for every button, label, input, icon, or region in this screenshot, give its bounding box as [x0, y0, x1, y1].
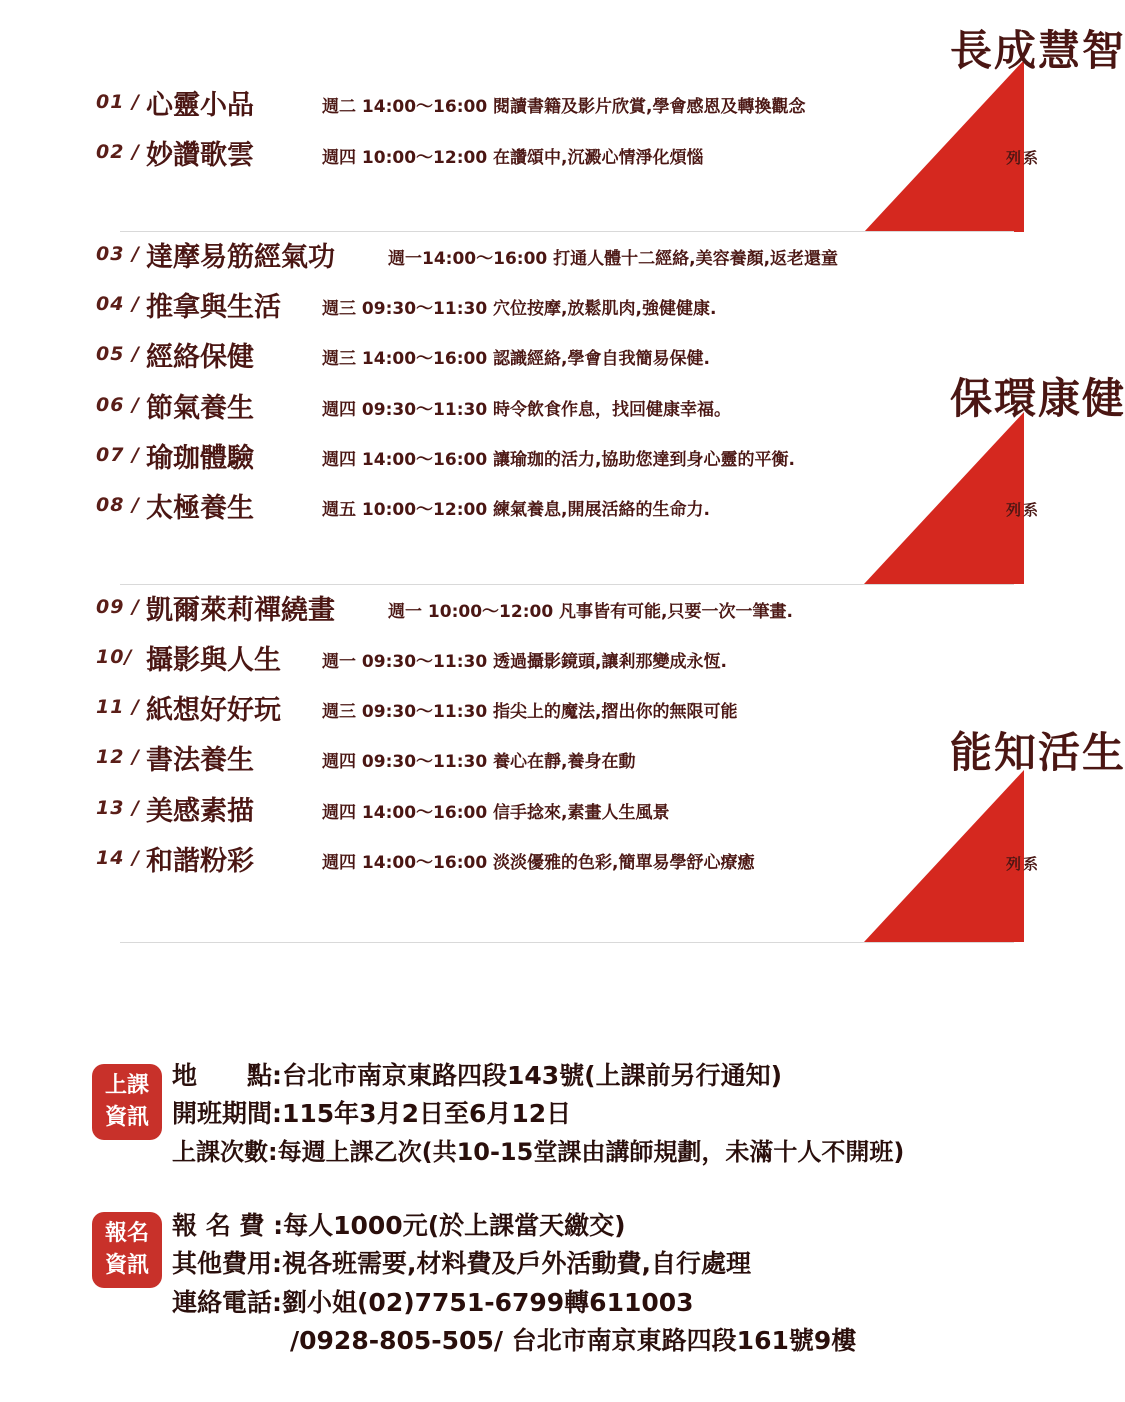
course-schedule: 週四 09:30～11:30 養心在靜,養身在動	[322, 752, 636, 772]
course-schedule: 週三 09:30～11:30 指尖上的魔法,摺出你的無限可能	[322, 702, 738, 722]
course-number: 06 /	[96, 394, 140, 416]
course-schedule: 週三 09:30～11:30 穴位按摩,放鬆肌肉,強健健康.	[322, 299, 717, 319]
course-row	[96, 433, 254, 477]
course-name: 節氣養生	[146, 392, 254, 424]
course-row	[96, 685, 281, 729]
course-name: 推拿與生活	[146, 291, 281, 323]
badge-text-bottom: 資訊	[104, 1105, 149, 1130]
course-row	[96, 635, 281, 679]
course-name: 妙讚歌雲	[146, 139, 254, 171]
contact-address: /0928-805-505/ 台北市南京東路四段161號9樓	[290, 1326, 857, 1355]
course-schedule: 週四 09:30～11:30 時令飲食作息，找回健康幸福。	[322, 400, 732, 420]
class-period: 開班期間:115年3月2日至6月12日	[172, 1099, 572, 1128]
course-number: 12 /	[96, 746, 140, 768]
course-schedule: 週二 14:00～16:00 閱讀書籍及影片欣賞,學會感恩及轉換觀念	[322, 97, 806, 117]
course-name: 書法養生	[146, 744, 254, 776]
course-number: 13 /	[96, 797, 140, 819]
badge-text-top: 上課	[104, 1073, 149, 1098]
course-number: 11 /	[96, 696, 140, 718]
red-corner-triangle	[864, 770, 1024, 942]
course-schedule: 週四 14:00～16:00 讓瑜珈的活力,協助您達到身心靈的平衡.	[322, 450, 795, 470]
course-name: 瑜珈體驗	[146, 442, 254, 474]
course-name: 心靈小品	[146, 89, 254, 121]
course-name: 經絡保健	[146, 341, 254, 373]
course-name: 凱爾萊莉禪繞畫	[146, 594, 335, 626]
course-name: 美感素描	[146, 795, 254, 827]
red-corner-triangle	[864, 60, 1024, 232]
course-name: 太極養生	[146, 492, 254, 524]
other-fees: 其他費用:視各班需要,材料費及戶外活動費,自行處理	[172, 1249, 751, 1278]
class-location: 地 點:台北市南京東路四段143號(上課前另行通知)	[172, 1061, 783, 1090]
course-number: 05 /	[96, 343, 140, 365]
red-corner-triangle	[864, 412, 1024, 584]
course-row	[96, 483, 254, 527]
category-suffix: 系列	[1004, 856, 1039, 871]
section-divider	[120, 942, 1014, 943]
course-schedule: 週四 10:00～12:00 在讚頌中,沉澱心情淨化煩惱	[322, 148, 704, 168]
course-schedule: 週五 10:00～12:00 練氣養息,開展活絡的生命力.	[322, 500, 710, 520]
course-number: 09 /	[96, 596, 140, 618]
course-number: 03 /	[96, 243, 140, 265]
course-row	[96, 80, 254, 124]
class-info-badge	[92, 1064, 162, 1140]
course-number: 02 /	[96, 141, 140, 163]
class-frequency: 上課次數:每週上課乙次(共10-15堂課由講師規劃，未滿十人不開班)	[172, 1138, 905, 1166]
course-name: 攝影與人生	[146, 644, 281, 676]
course-schedule: 週四 14:00～16:00 淡淡優雅的色彩,簡單易學舒心療癒	[322, 853, 755, 873]
course-schedule: 週一 09:30～11:30 透過攝影鏡頭,讓剎那變成永恆.	[322, 652, 727, 672]
course-name: 紙想好好玩	[146, 694, 281, 726]
course-row	[96, 383, 254, 427]
category-suffix: 系列	[1004, 150, 1039, 165]
category-title: 智慧成長	[944, 28, 1125, 72]
registration-info-badge	[92, 1212, 162, 1288]
course-row	[96, 735, 254, 779]
course-number: 10/	[96, 646, 133, 668]
course-number: 07 /	[96, 444, 140, 466]
course-row	[96, 332, 254, 376]
course-number: 04 /	[96, 293, 140, 315]
course-row	[96, 786, 254, 830]
course-number: 01 /	[96, 91, 140, 113]
course-row	[96, 282, 281, 326]
course-schedule: 週一14:00～16:00 打通人體十二經絡,美容養顏,返老還童	[388, 249, 839, 269]
category-title: 健康環保	[944, 376, 1125, 420]
contact-phone: 連絡電話:劉小姐(02)7751-6799轉611003	[172, 1288, 694, 1317]
course-row	[96, 836, 254, 880]
course-schedule: 週三 14:00～16:00 認識經絡,學會自我簡易保健.	[322, 349, 710, 369]
course-name: 達摩易筋經氣功	[146, 241, 335, 273]
badge-text-bottom: 資訊	[104, 1253, 149, 1278]
course-row	[96, 130, 254, 174]
course-number: 08 /	[96, 494, 140, 516]
course-row	[96, 232, 335, 276]
course-schedule: 週四 14:00～16:00 信手捻來,素畫人生風景	[322, 803, 670, 823]
course-schedule: 週一 10:00～12:00 凡事皆有可能,只要一次一筆畫.	[388, 602, 793, 622]
course-name: 和諧粉彩	[146, 845, 254, 877]
category-title: 生活知能	[944, 730, 1125, 774]
category-suffix: 系列	[1004, 502, 1039, 517]
badge-text-top: 報名	[104, 1221, 149, 1246]
course-number: 14 /	[96, 847, 140, 869]
course-row	[96, 585, 335, 629]
registration-fee: 報 名 費 :每人1000元(於上課當天繳交)	[172, 1211, 626, 1240]
